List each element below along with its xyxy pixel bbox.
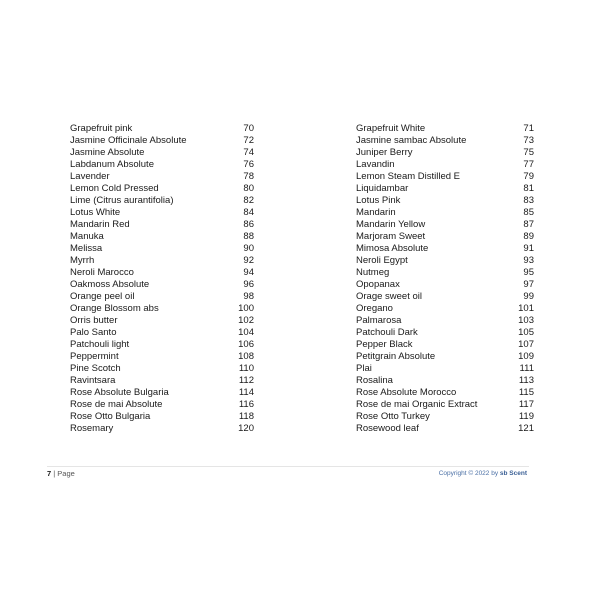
index-entry	[356, 135, 534, 147]
entry-name: Melissa	[70, 243, 103, 254]
entry-name: Rosewood leaf	[356, 423, 419, 434]
index-entry	[356, 171, 534, 183]
entry-page-number: 94	[243, 267, 254, 278]
entry-name: Pepper Black	[356, 339, 413, 350]
entry-name: Rose Otto Bulgaria	[70, 411, 151, 422]
entry-page-number: 86	[243, 219, 254, 230]
page-separator: |	[51, 469, 58, 478]
entry-page-number: 113	[518, 375, 534, 386]
entry-page-number: 105	[518, 327, 534, 338]
entry-name: Palmarosa	[356, 315, 402, 326]
index-entry	[70, 363, 254, 375]
index-entry	[70, 123, 254, 135]
entry-name: Petitgrain Absolute	[356, 351, 436, 362]
entry-page-number: 74	[243, 147, 254, 158]
entry-page-number: 104	[238, 327, 254, 338]
entry-name: Neroli Egypt	[356, 255, 408, 266]
index-entry	[356, 387, 534, 399]
index-entry	[70, 267, 254, 279]
entry-page-number: 81	[523, 183, 534, 194]
entry-page-number: 110	[238, 363, 254, 374]
index-entry	[70, 387, 254, 399]
entry-page-number: 87	[523, 219, 534, 230]
entry-page-number: 106	[238, 339, 254, 350]
entry-name: Jasmine Absolute	[70, 147, 145, 158]
entry-name: Palo Santo	[70, 327, 117, 338]
entry-name: Lotus Pink	[356, 195, 401, 206]
entry-page-number: 82	[243, 195, 254, 206]
index-entry	[356, 399, 534, 411]
entry-name: Grapefruit pink	[70, 123, 133, 134]
entry-page-number: 93	[523, 255, 534, 266]
index-entry	[356, 279, 534, 291]
index-entry	[356, 315, 534, 327]
index-entry	[70, 327, 254, 339]
index-entry	[70, 195, 254, 207]
index-entry	[356, 159, 534, 171]
entry-page-number: 109	[518, 351, 534, 362]
entry-name: Ravintsara	[70, 375, 116, 386]
entry-name: Rosalina	[356, 375, 393, 386]
entry-name: Lotus White	[70, 207, 121, 218]
entry-page-number: 108	[238, 351, 254, 362]
entry-page-number: 84	[243, 207, 254, 218]
entry-name: Opopanax	[356, 279, 400, 290]
page-footer	[47, 466, 529, 478]
index-entry	[70, 375, 254, 387]
index-entry	[70, 207, 254, 219]
entry-page-number: 85	[523, 207, 534, 218]
index-column-left	[70, 123, 254, 435]
entry-name: Oregano	[356, 303, 393, 314]
entry-page-number: 83	[523, 195, 534, 206]
entry-page-number: 89	[523, 231, 534, 242]
index-entry	[70, 147, 254, 159]
entry-page-number: 92	[243, 255, 254, 266]
entry-name: Peppermint	[70, 351, 119, 362]
entry-name: Manuka	[70, 231, 104, 242]
entry-page-number: 95	[523, 267, 534, 278]
index-entry	[70, 411, 254, 423]
index-entry	[356, 411, 534, 423]
entry-page-number: 114	[238, 387, 254, 398]
entry-page-number: 120	[238, 423, 254, 434]
entry-page-number: 80	[243, 183, 254, 194]
entry-page-number: 107	[518, 339, 534, 350]
entry-name: Patchouli light	[70, 339, 130, 350]
index-entry	[70, 351, 254, 363]
entry-name: Orage sweet oil	[356, 291, 423, 302]
entry-name: Marjoram Sweet	[356, 231, 426, 242]
page-number: 7	[47, 469, 52, 478]
index-entry	[356, 123, 534, 135]
index-entry	[70, 219, 254, 231]
index-entry	[356, 207, 534, 219]
entry-page-number: 117	[518, 399, 534, 410]
index-entry	[356, 219, 534, 231]
index-entry	[356, 363, 534, 375]
index-entry	[70, 303, 254, 315]
entry-page-number: 112	[238, 375, 254, 386]
index-entry	[356, 147, 534, 159]
entry-name: Lavender	[70, 171, 110, 182]
entry-name: Rose Absolute Bulgaria	[70, 387, 169, 398]
entry-name: Mandarin Yellow	[356, 219, 426, 230]
entry-name: Neroli Marocco	[70, 267, 134, 278]
entry-page-number: 70	[243, 123, 254, 134]
entry-name: Rose de mai Organic Extract	[356, 399, 478, 410]
entry-page-number: 78	[243, 171, 254, 182]
copyright-notice	[439, 470, 527, 477]
entry-page-number: 103	[518, 315, 534, 326]
entry-page-number: 97	[523, 279, 534, 290]
entry-name: Orange peel oil	[70, 291, 135, 302]
index-entry	[70, 339, 254, 351]
index-entry	[356, 267, 534, 279]
index-entry	[356, 231, 534, 243]
index-entry	[70, 291, 254, 303]
entry-page-number: 73	[523, 135, 534, 146]
entry-name: Patchouli Dark	[356, 327, 418, 338]
index-entry	[356, 195, 534, 207]
entry-page-number: 115	[518, 387, 534, 398]
index-entry	[356, 183, 534, 195]
index-entry	[356, 303, 534, 315]
copyright-text: Copyright © 2022 by	[438, 470, 500, 477]
index-entry	[356, 375, 534, 387]
brand-name: sb Scent	[499, 470, 527, 477]
entry-name: Pine Scotch	[70, 363, 121, 374]
entry-name: Rose Otto Turkey	[356, 411, 430, 422]
entry-name: Jasmine Officinale Absolute	[70, 135, 187, 146]
entry-name: Lavandin	[356, 159, 395, 170]
entry-page-number: 72	[243, 135, 254, 146]
entry-name: Juniper Berry	[356, 147, 413, 158]
entry-name: Rose Absolute Morocco	[356, 387, 457, 398]
index-entry	[70, 243, 254, 255]
entry-name: Liquidambar	[356, 183, 409, 194]
entry-page-number: 96	[243, 279, 254, 290]
index-entry	[70, 183, 254, 195]
index-entry	[70, 231, 254, 243]
entry-name: Orange Blossom abs	[70, 303, 159, 314]
entry-name: Rose de mai Absolute	[70, 399, 163, 410]
page-number-label	[47, 469, 75, 478]
entry-page-number: 121	[518, 423, 534, 434]
entry-name: Myrrh	[70, 255, 95, 266]
index-entry	[70, 159, 254, 171]
entry-name: Jasmine sambac Absolute	[356, 135, 467, 146]
entry-page-number: 118	[238, 411, 254, 422]
entry-page-number: 91	[523, 243, 534, 254]
entry-name: Mandarin	[356, 207, 396, 218]
index-column-right	[356, 123, 534, 435]
index-entry	[356, 243, 534, 255]
index-entry	[70, 423, 254, 435]
index-entry	[356, 351, 534, 363]
entry-name: Orris butter	[70, 315, 118, 326]
index-entry	[70, 315, 254, 327]
entry-name: Lemon Steam Distilled E	[356, 171, 461, 182]
entry-name: Labdanum Absolute	[70, 159, 154, 170]
page-word: Page	[57, 469, 75, 478]
entry-page-number: 77	[523, 159, 534, 170]
entry-page-number: 119	[518, 411, 534, 422]
entry-name: Rosemary	[70, 423, 114, 434]
entry-page-number: 71	[523, 123, 534, 134]
index-entry	[356, 339, 534, 351]
entry-page-number: 100	[238, 303, 254, 314]
index-entry	[70, 399, 254, 411]
index-entry	[356, 255, 534, 267]
entry-page-number: 102	[238, 315, 254, 326]
entry-page-number: 111	[519, 363, 534, 374]
entry-page-number: 76	[243, 159, 254, 170]
entry-name: Grapefruit White	[356, 123, 426, 134]
entry-name: Mimosa Absolute	[356, 243, 429, 254]
entry-page-number: 98	[243, 291, 254, 302]
index-entry	[356, 291, 534, 303]
entry-name: Nutmeg	[356, 267, 390, 278]
entry-name: Oakmoss Absolute	[70, 279, 150, 290]
index-entry	[70, 255, 254, 267]
entry-page-number: 90	[243, 243, 254, 254]
index-entry	[70, 171, 254, 183]
index-entry	[70, 279, 254, 291]
entry-page-number: 116	[238, 399, 254, 410]
entry-name: Lime (Citrus aurantifolia)	[70, 195, 174, 206]
entry-name: Lemon Cold Pressed	[70, 183, 159, 194]
index-entry	[356, 423, 534, 435]
index-entry	[70, 135, 254, 147]
entry-page-number: 99	[523, 291, 534, 302]
entry-page-number: 79	[523, 171, 534, 182]
entry-name: Mandarin Red	[70, 219, 130, 230]
entry-page-number: 88	[243, 231, 254, 242]
entry-page-number: 75	[523, 147, 534, 158]
index-entry	[356, 327, 534, 339]
entry-name: Plai	[356, 363, 372, 374]
entry-page-number: 101	[518, 303, 534, 314]
